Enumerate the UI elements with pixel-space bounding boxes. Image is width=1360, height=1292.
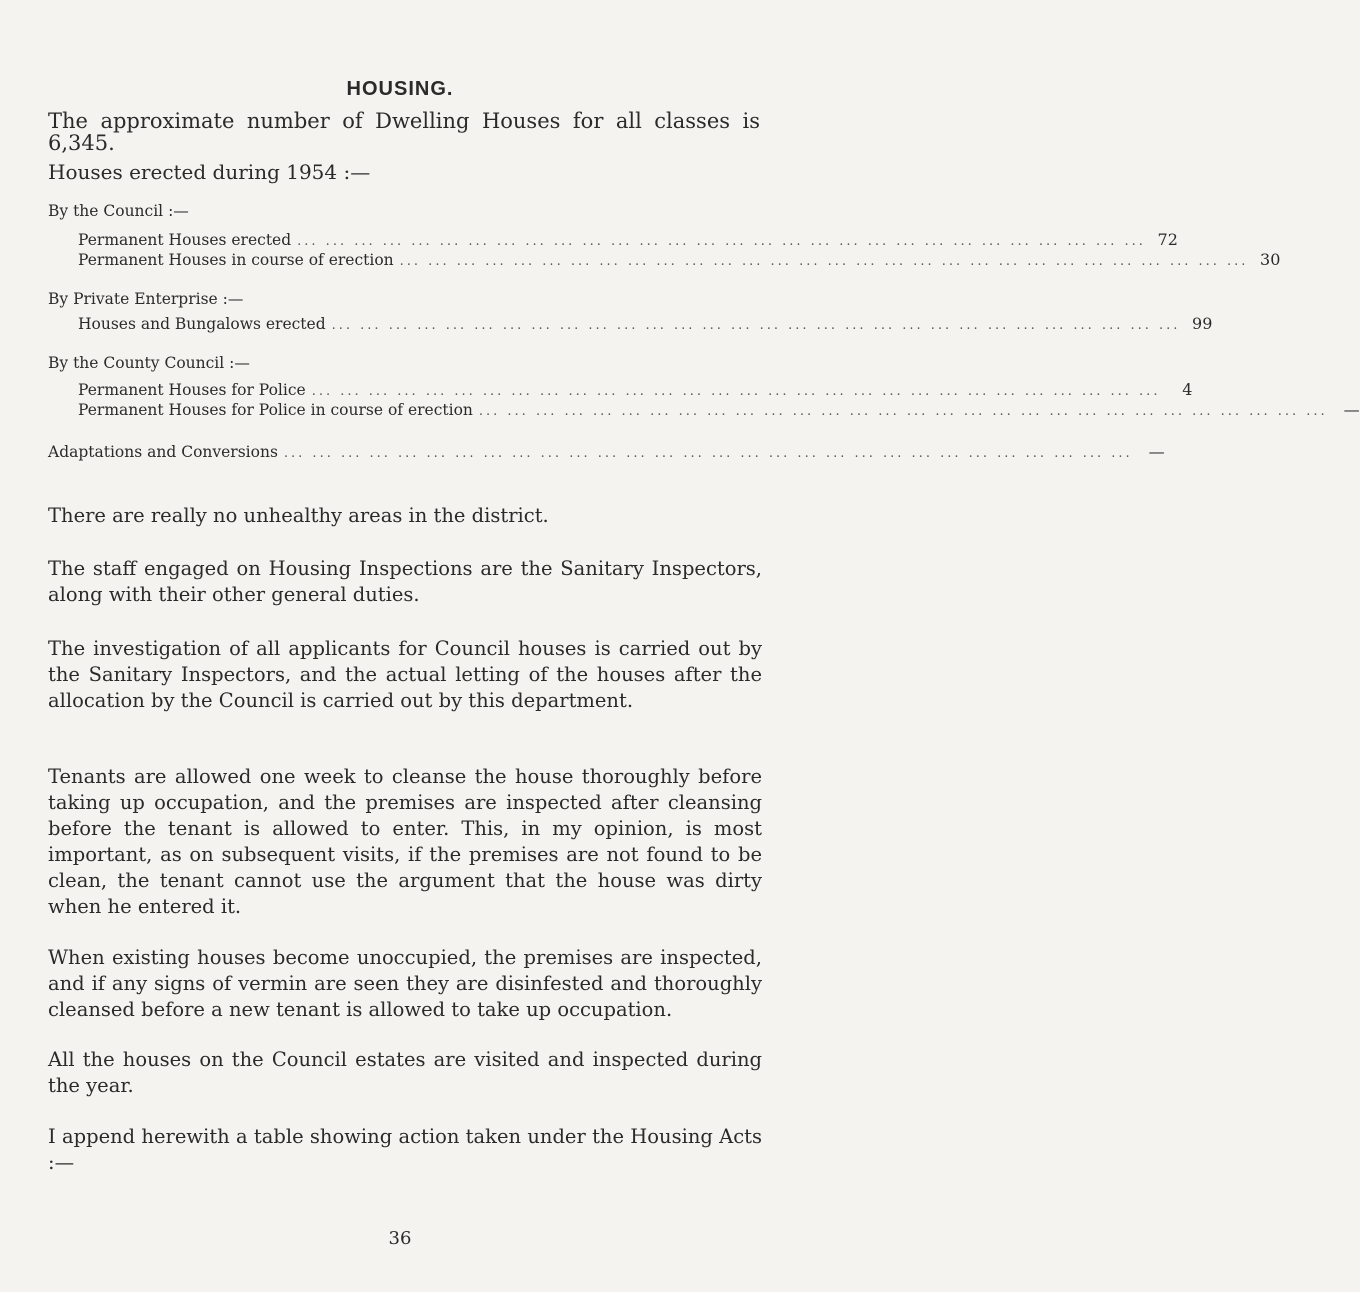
row-value: 99 xyxy=(1192,314,1213,333)
table-row xyxy=(78,400,1360,420)
row-value: — xyxy=(1148,442,1165,461)
group-title-county: By the County Council :— xyxy=(48,354,250,372)
row-label: Permanent Houses erected xyxy=(78,231,292,249)
table-row xyxy=(78,230,1178,250)
leader-dots: ... ... ... ... ... ... ... ... ... ... ... ... ... ... ... ... ... ... ... ... ... ... ... ... ... ... ... ... ... ... xyxy=(399,254,1249,269)
leader-dots: ... ... ... ... ... ... ... ... ... ... ... ... ... ... ... ... ... ... ... ... ... ... ... ... ... ... ... ... ... ... xyxy=(283,446,1133,461)
page-title: HOUSING. xyxy=(346,78,454,100)
row-value: 4 xyxy=(1182,380,1193,399)
row-label: Permanent Houses for Police xyxy=(78,381,306,399)
leader-dots: ... ... ... ... ... ... ... ... ... ... ... ... ... ... ... ... ... ... ... ... ... ... ... ... ... ... ... ... ... ... xyxy=(311,384,1161,399)
leader-dots: ... ... ... ... ... ... ... ... ... ... ... ... ... ... ... ... ... ... ... ... ... ... ... ... ... ... ... ... ... ... xyxy=(331,318,1181,333)
leader-dots: ... ... ... ... ... ... ... ... ... ... ... ... ... ... ... ... ... ... ... ... ... ... ... ... ... ... ... ... ... ... xyxy=(297,234,1146,249)
intro-paragraph: The approximate number of Dwelling Houses for all classes is 6,345. xyxy=(48,109,760,155)
table-row xyxy=(78,314,1213,334)
erected-heading: Houses erected during 1954 :— xyxy=(48,160,371,184)
row-label: Permanent Houses in course of erection xyxy=(78,251,394,269)
row-value: 72 xyxy=(1157,230,1178,249)
group-title-private: By Private Enterprise :— xyxy=(48,290,244,308)
paragraph-investigation: The investigation of all applicants for Council houses is carried out by the Sanitary Inspectors, and the actual letting of the houses after the allocation by the Council is carried out by this department. xyxy=(48,637,762,712)
row-label: Houses and Bungalows erected xyxy=(78,315,326,333)
table-row-adaptations xyxy=(48,442,1165,462)
paragraph-tenants: Tenants are allowed one week to cleanse the house thoroughly before taking up occupation, and the premises are inspected after cleansing before the tenant is allowed to enter. This, in my opinion, is most important, as on subsequent visits, if the premises are not found to be clean, the tenant cannot use the argument that the house was dirty when he entered it. xyxy=(48,765,762,918)
row-value: 30 xyxy=(1260,250,1281,269)
group-title-council: By the Council :— xyxy=(48,202,189,220)
paragraph-estates: All the houses on the Council estates are visited and inspected during the year. xyxy=(48,1048,762,1097)
paragraph-append: I append herewith a table showing action taken under the Housing Acts :— xyxy=(48,1125,762,1174)
paragraph-staff: The staff engaged on Housing Inspections are the Sanitary Inspectors, along with their other general duties. xyxy=(48,557,762,606)
row-label: Adaptations and Conversions xyxy=(48,443,278,461)
row-value: — xyxy=(1343,400,1360,419)
table-row xyxy=(78,250,1281,270)
page-number: 36 xyxy=(388,1228,412,1249)
table-row xyxy=(78,380,1193,400)
leader-dots: ... ... ... ... ... ... ... ... ... ... ... ... ... ... ... ... ... ... ... ... ... ... ... ... ... ... ... ... ... ... xyxy=(478,404,1328,419)
paragraph-unoccupied: When existing houses become unoccupied, the premises are inspected, and if any signs of vermin are seen they are disinfested and thoroughly cleansed before a new tenant is allowed to take up occupation. xyxy=(48,946,762,1021)
paragraph-unhealthy-areas: There are really no unhealthy areas in the district. xyxy=(48,504,549,527)
row-label: Permanent Houses for Police in course of erection xyxy=(78,401,473,419)
